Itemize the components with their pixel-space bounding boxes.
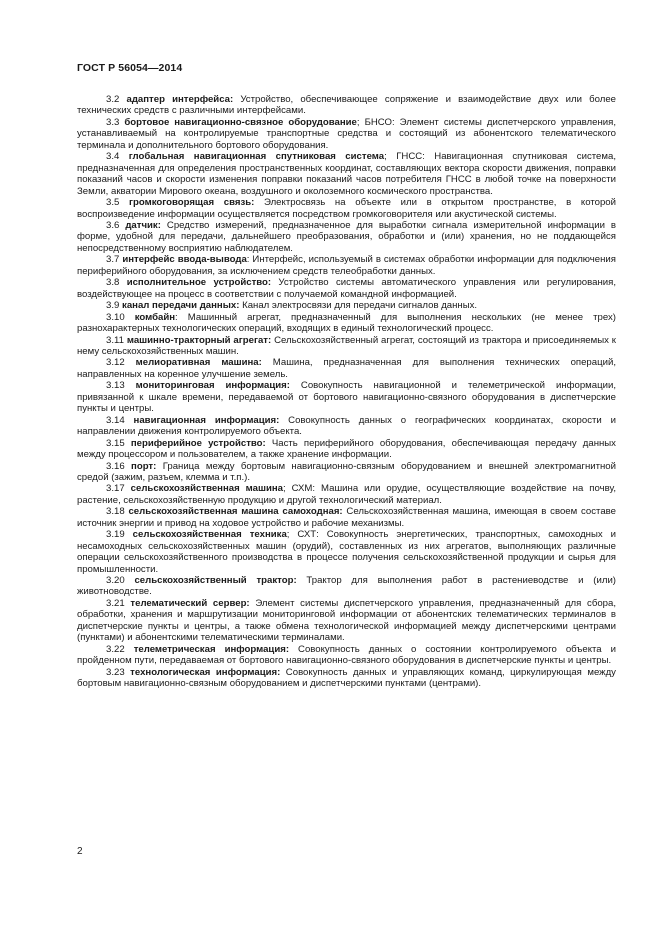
- term-number: 3.20: [106, 575, 125, 587]
- term-name: сельскохозяйственная машина самоходная:: [128, 506, 343, 518]
- terms-list: [77, 94, 616, 690]
- term-number: 3.13: [106, 380, 125, 392]
- term-entry: [77, 312, 616, 335]
- term-entry: [77, 335, 616, 358]
- term-name: адаптер интерфейса:: [126, 94, 234, 105]
- term-name: комбайн: [134, 311, 176, 323]
- term-name: датчик:: [125, 219, 161, 231]
- term-name: громкоговорящая связь:: [129, 197, 255, 209]
- page-number: 2: [77, 846, 83, 857]
- term-name: канал передачи данных:: [122, 300, 240, 312]
- document-header: ГОСТ Р 56054—2014: [77, 62, 183, 74]
- term-name: телематический сервер:: [130, 597, 250, 609]
- term-entry: [77, 461, 616, 484]
- term-entry: [77, 277, 616, 300]
- term-definition: Сельскохозяйственная машина, имеющая в своем составе источник энергии и привод на ходовое устройство и рабочие механизмы.: [77, 506, 616, 529]
- term-definition: Граница между бортовым навигационно-связным оборудованием и внешней электромагнитной средой (зажим, разъем, клемма и т.п.).: [77, 460, 616, 483]
- term-number: 3.3: [106, 116, 120, 128]
- term-definition: : Машинный агрегат, предназначенный для выполнения нескольких (не менее трех) разнохарактерных технологических операций, входящих в единый технологический процесс.: [77, 311, 616, 335]
- term-entry: [77, 117, 616, 151]
- term-number: 3.14: [106, 414, 125, 426]
- term-name: бортовое навигационно-связное оборудование: [124, 116, 357, 128]
- term-definition: Устройство, обеспечивающее сопряжение и взаимодействие двух или более технических средств с различными интерфейсами.: [77, 94, 617, 117]
- term-name: мелиоративная машина:: [135, 357, 262, 369]
- term-entry: [77, 254, 616, 277]
- term-definition: Элемент системы диспетчерского управления, предназначенный для сбора, обработки, хранения и маршрутизации мониторинговой информации от абонентских телематических терминалов в диспетчерские пункты и центры, а также обмена технологической информацией между диспетчерскими центрами (пунктами) и абонентскими телематическими терминалами.: [77, 597, 616, 644]
- term-number: 3.12: [106, 357, 125, 369]
- term-number: 3.8: [106, 277, 120, 289]
- term-entry: [77, 506, 616, 529]
- term-name: телеметрическая информация:: [133, 643, 290, 655]
- term-entry: [77, 94, 616, 117]
- term-name: исполнительное устройство:: [126, 277, 272, 289]
- term-entry: [77, 644, 616, 667]
- term-entry: [77, 667, 616, 690]
- term-number: 3.11: [106, 334, 124, 346]
- term-entry: [77, 438, 616, 461]
- term-number: 3.18: [106, 506, 125, 518]
- term-definition: Совокупность данных о географических координатах, скорости и направлении движения контролируемого объекта.: [77, 414, 616, 438]
- term-number: 3.9: [106, 300, 120, 312]
- term-number: 3.17: [106, 483, 125, 495]
- term-number: 3.5: [106, 197, 120, 209]
- term-definition: : Интерфейс, используемый в системах обработки информации для подключения периферийного оборудования, за исключением средств телеобработки данных.: [77, 254, 616, 277]
- term-entry: [77, 197, 616, 220]
- term-entry: [77, 380, 616, 414]
- term-entry: [77, 300, 616, 311]
- term-definition: Часть периферийного оборудования, обеспечивающая передачу данных между процессором и пользователем, а также хранение информации.: [77, 437, 616, 461]
- term-name: интерфейс ввода-вывода: [122, 254, 247, 266]
- term-definition: ; СХМ: Машина или орудие, осуществляющие воздействие на почву, растение, сельскохозяйственную продукцию и другой технологический материал.: [77, 483, 616, 506]
- term-definition: ; ГНСС: Навигационная спутниковая система, предназначенная для определения пространственных координат, составляющих вектора скорости движения, поправки показаний часов и скорости изменения поправки показаний часов потребителя ГНСС в любой точке на поверхности Земли, акватории Мирового океана, воздушного и околоземного космического пространства.: [77, 151, 616, 197]
- term-number: 3.15: [106, 437, 125, 449]
- term-entry: [77, 415, 616, 438]
- term-definition: Трактор для выполнения работ в растениеводстве и (или) животноводстве.: [77, 575, 616, 598]
- term-name: сельскохозяйственная машина: [130, 483, 284, 495]
- term-name: мониторинговая информация:: [135, 380, 290, 392]
- term-name: сельскохозяйственный трактор:: [134, 575, 297, 587]
- term-entry: [77, 220, 616, 254]
- term-definition: Совокупность данных и управляющих команд, циркулирующая между бортовым навигационно-связным оборудованием и диспетчерскими пунктами (центрами).: [77, 666, 616, 690]
- term-definition: Электросвязь на объекте или в открытом пространстве, в которой воспроизведение информации осуществляется посредством громкоговорителя или акустической системы.: [77, 197, 616, 220]
- term-definition: Совокупность навигационной и телеметрической информации, привязанной к шкале времени, передаваемой от бортового навигационно-связного оборудования в диспетчерские пункты и центры.: [77, 380, 616, 415]
- term-definition: Сельскохозяйственный агрегат, состоящий из трактора и присоединяемых к нему сельскохозяйственных машин.: [77, 334, 616, 357]
- term-entry: [77, 483, 616, 506]
- term-number: 3.6: [106, 219, 120, 231]
- term-number: 3.10: [106, 311, 125, 323]
- term-entry: [77, 598, 616, 644]
- term-number: 3.4: [106, 151, 120, 163]
- term-definition: Машина, предназначенная для выполнения технических операций, направленных на коренное улучшение земель.: [77, 357, 616, 380]
- term-entry: [77, 529, 616, 575]
- term-number: 3.2: [106, 94, 120, 105]
- term-definition: ; БНСО: Элемент системы диспетчерского управления, устанавливаемый на контролируемые транспортные средства и состоящий из абонентского телематического терминала и дополнительного бортового оборудования.: [77, 116, 616, 151]
- term-number: 3.7: [106, 254, 120, 266]
- term-definition: Совокупность данных о состоянии контролируемого объекта и пройденном пути, передаваемая от бортового навигационно-связного оборудования в диспетчерские пункты и центры.: [77, 643, 617, 667]
- term-name: порт:: [131, 460, 157, 472]
- term-name: технологическая информация:: [130, 666, 281, 678]
- term-name: глобальная навигационная спутниковая система: [128, 151, 385, 163]
- term-number: 3.19: [106, 529, 125, 541]
- term-entry: [77, 575, 616, 598]
- term-name: машинно-тракторный агрегат:: [126, 334, 272, 346]
- term-number: 3.21: [106, 597, 125, 609]
- term-name: периферийное устройство:: [130, 437, 266, 449]
- term-name: сельскохозяйственная техника: [132, 529, 287, 541]
- term-name: навигационная информация:: [133, 414, 280, 426]
- term-number: 3.16: [106, 460, 125, 472]
- term-number: 3.23: [106, 666, 125, 678]
- term-entry: [77, 151, 616, 197]
- term-definition: Канал электросвязи для передачи сигналов данных.: [239, 300, 478, 312]
- term-number: 3.22: [106, 643, 125, 655]
- term-entry: [77, 357, 616, 380]
- term-definition: Средство измерений, предназначенное для выработки сигнала измерительной информации в форме, удобной для передачи, дальнейшего преобразования, обработки и (или) хранения, но не поддающейся непосредственному восприятию наблюдателем.: [77, 219, 616, 254]
- term-definition: Устройство системы автоматического управления или регулирования, воздействующее на процесс в соответствии с получаемой командной информацией.: [77, 277, 616, 300]
- term-definition: ; СХТ: Совокупность энергетических, транспортных, самоходных и несамоходных сельскохозяйственных машин (орудий), составленных из них агрегатов, выполняющих различные операции сельскохозяйственного производства в процессе получения сельскохозяйственной продукции и сырья для промышленности.: [77, 529, 616, 575]
